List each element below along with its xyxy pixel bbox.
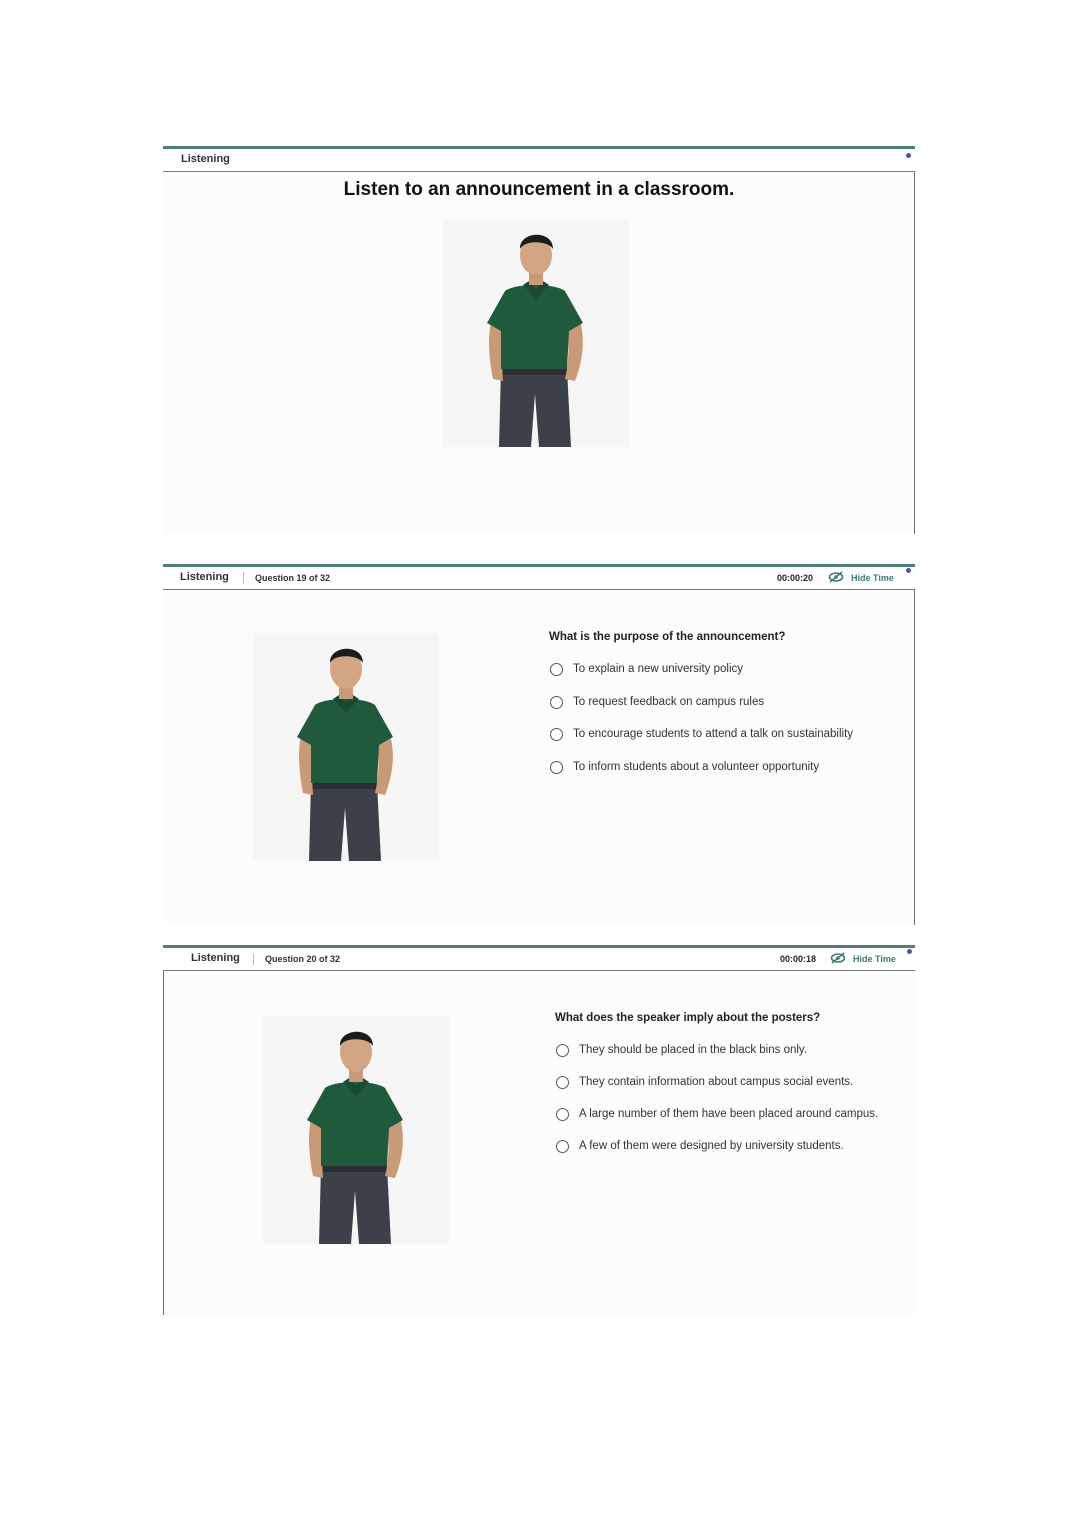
radio-button-icon[interactable] (550, 696, 563, 709)
status-dot-icon (906, 153, 911, 158)
section-label: Listening (180, 571, 229, 583)
radio-button-icon[interactable] (550, 663, 563, 676)
panel-header (163, 149, 915, 172)
eye-slash-icon[interactable] (828, 570, 844, 584)
section-label: Listening (191, 952, 240, 964)
status-dot-icon (906, 568, 911, 573)
section-label: Listening (181, 153, 230, 165)
question-panel-19 (163, 564, 915, 925)
answer-option-label: To request feedback on campus rules (573, 696, 765, 708)
answer-option-label: A few of them were designed by university students. (579, 1140, 844, 1152)
instruction-title: Listen to an announcement in a classroom. (343, 179, 735, 200)
question-counter: Question 20 of 32 (265, 954, 341, 964)
answer-option-label: To encourage students to attend a talk on sustainability (573, 728, 854, 740)
answer-option[interactable] (550, 660, 743, 678)
answer-option-label: To inform students about a volunteer opportunity (573, 761, 820, 773)
eye-slash-icon[interactable] (830, 951, 846, 965)
answer-option[interactable] (550, 725, 853, 743)
answer-option[interactable] (556, 1137, 844, 1155)
speaker-photo (263, 1016, 449, 1244)
speaker-photo (253, 633, 439, 861)
answer-option-label: To explain a new university policy (573, 663, 744, 675)
answer-option-label: They contain information about campus social events. (579, 1076, 854, 1088)
timer: 00:00:18 (780, 954, 817, 964)
radio-button-icon[interactable] (556, 1044, 569, 1057)
radio-button-icon[interactable] (556, 1076, 569, 1089)
speaker-photo (443, 219, 629, 447)
timer: 00:00:20 (777, 573, 814, 583)
answer-option[interactable] (550, 693, 764, 711)
header-divider (253, 953, 254, 965)
answer-option-label: A large number of them have been placed around campus. (579, 1108, 879, 1120)
question-panel-20 (163, 945, 915, 1315)
panel-header (163, 567, 915, 590)
status-dot-icon (907, 949, 912, 954)
answer-option[interactable] (556, 1073, 853, 1091)
radio-button-icon[interactable] (556, 1140, 569, 1153)
radio-button-icon[interactable] (550, 761, 563, 774)
panel-edge (163, 970, 164, 1315)
answer-option[interactable] (556, 1105, 878, 1123)
hide-time-button[interactable]: Hide Time (853, 954, 896, 964)
hide-time-button[interactable]: Hide Time (851, 573, 894, 583)
answer-option[interactable] (550, 758, 819, 776)
header-divider (243, 572, 244, 584)
panel-header (163, 948, 915, 971)
question-text: What does the speaker imply about the posters? (555, 1012, 821, 1024)
panel-edge (914, 171, 915, 534)
radio-button-icon[interactable] (550, 728, 563, 741)
answer-option[interactable] (556, 1041, 807, 1059)
radio-button-icon[interactable] (556, 1108, 569, 1121)
intro-panel (163, 146, 915, 534)
question-text: What is the purpose of the announcement? (549, 631, 786, 643)
panel-edge (914, 589, 915, 925)
question-counter: Question 19 of 32 (255, 573, 331, 583)
answer-option-label: They should be placed in the black bins only. (579, 1044, 808, 1056)
